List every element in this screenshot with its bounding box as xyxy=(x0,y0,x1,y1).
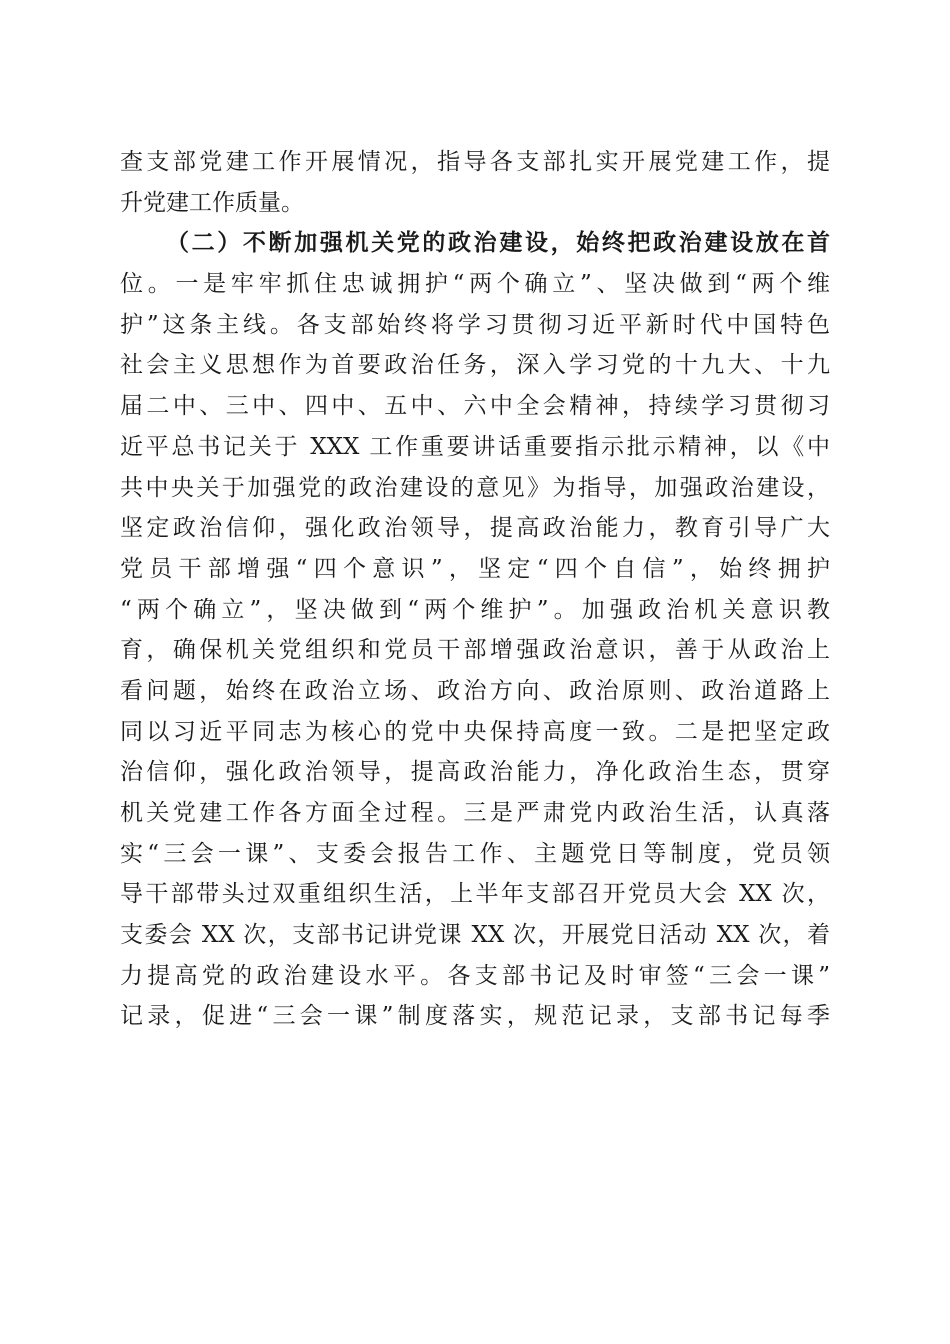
text-line-16: 治信仰，强化政治领导，提高政治能力，净化政治生态，贯穿 xyxy=(120,759,830,786)
text-line-11: 党员干部增强“四个意识”，坚定“四个自信”，始终拥护 xyxy=(120,555,830,582)
text-line-15: 同以习近平同志为核心的党中央保持高度一致。二是把坚定政 xyxy=(120,718,830,745)
text-line-14: 看问题，始终在政治立场、政治方向、政治原则、政治道路上 xyxy=(120,677,830,704)
text-line-4: 位。一是牢牢抓住忠诚拥护“两个确立”、坚决做到“两个维 xyxy=(120,271,830,298)
section-heading-line: （二）不断加强机关党的政治建设，始终把政治建设放在首 xyxy=(166,229,830,257)
text-line-21: 力提高党的政治建设水平。各支部书记及时审签“三会一课” xyxy=(120,962,830,989)
text-line-5: 护”这条主线。各支部始终将学习贯彻习近平新时代中国特色 xyxy=(120,311,830,338)
text-line-9: 共中央关于加强党的政治建设的意见》为指导，加强政治建设， xyxy=(120,474,830,501)
text-line-8: 近平总书记关于 XXX 工作重要讲话重要指示批示精神，以《中 xyxy=(120,433,830,460)
text-line-12: “两个确立”，坚决做到“两个维护”。加强政治机关意识教 xyxy=(120,596,830,623)
text-line-18: 实“三会一课”、支委会报告工作、主题党日等制度，党员领 xyxy=(120,840,830,867)
text-line-10: 坚定政治信仰，强化政治领导，提高政治能力，教育引导广大 xyxy=(120,515,830,542)
text-line-7: 届二中、三中、四中、五中、六中全会精神，持续学习贯彻习 xyxy=(120,393,830,420)
body-text xyxy=(120,142,830,1037)
text-line-6: 社会主义思想作为首要政治任务，深入学习党的十九大、十九 xyxy=(120,352,830,379)
text-line-1: 查支部党建工作开展情况，指导各支部扎实开展党建工作，提 xyxy=(120,149,830,175)
text-line-2: 升党建工作质量。 xyxy=(120,189,304,216)
text-line-17: 机关党建工作各方面全过程。三是严肃党内政治生活，认真落 xyxy=(120,800,830,826)
text-line-19: 导干部带头过双重组织生活，上半年支部召开党员大会 XX 次， xyxy=(120,881,830,908)
text-line-20: 支委会 XX 次，支部书记讲党课 XX 次，开展党日活动 XX 次，着 xyxy=(120,922,830,949)
text-line-13: 育，确保机关党组织和党员干部增强政治意识，善于从政治上 xyxy=(120,637,830,664)
text-line-22: 记录，促进“三会一课”制度落实，规范记录，支部书记每季 xyxy=(120,1003,830,1030)
